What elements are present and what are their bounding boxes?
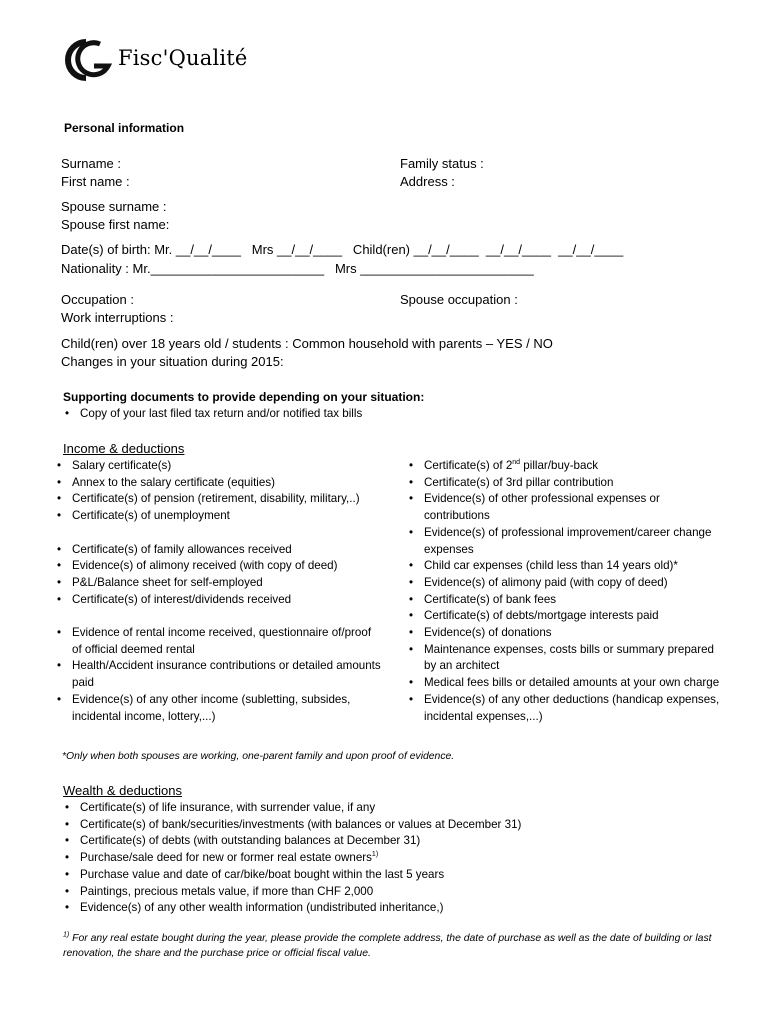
- list-item: • Certificate(s) of bank/securities/investments (with balances or values at December 31): [61, 817, 741, 834]
- wealth-deductions-title: Wealth & deductions: [63, 783, 182, 798]
- list-item: • Evidence(s) of other professional expenses or contributions: [405, 491, 714, 524]
- nationality-field: Nationality : Mr.________________________ Mrs ________________________: [61, 261, 534, 276]
- superscript: nd: [512, 459, 521, 467]
- footnote-ref: 1): [371, 851, 379, 859]
- list-item: [61, 850, 741, 867]
- list-item-text: pillar/buy-back: [520, 459, 599, 472]
- list-item: • Evidence(s) of any other income (subletting, subsides, incidental income, lottery,...): [53, 692, 392, 725]
- supporting-documents-title: Supporting documents to provide depending on your situation:: [63, 390, 425, 404]
- logo-text: Fisc'Qualité: [118, 46, 248, 70]
- work-interruptions-field: Work interruptions :: [61, 310, 174, 325]
- spouse-occupation-field: Spouse occupation :: [400, 292, 518, 307]
- list-item: • Certificate(s) of 3rd pillar contribution: [405, 475, 735, 492]
- personal-information-title: Personal information: [64, 121, 185, 135]
- list-item: • Certificate(s) of bank fees: [405, 592, 735, 609]
- list-item: • Certificate(s) of debts (with outstanding balances at December 31): [61, 833, 741, 850]
- list-item: • Evidence(s) of any other wealth information (undistributed inheritance,): [61, 900, 741, 917]
- list-item: • Certificate(s) of life insurance, with surrender value, if any: [61, 800, 741, 817]
- list-item: • Evidence(s) of professional improvement/career change expenses: [405, 525, 724, 558]
- list-item: • Evidence(s) of donations: [405, 625, 735, 642]
- dates-of-birth-field: Date(s) of birth: Mr. __/__/____ Mrs __/__/____ Child(ren) __/__/____ __/__/____ __/__/____: [61, 242, 624, 257]
- list-item: • Certificate(s) of unemployment: [53, 508, 398, 525]
- list-item: • Salary certificate(s): [53, 458, 398, 475]
- changes-2015-field: Changes in your situation during 2015:: [61, 354, 284, 369]
- list-item: • Purchase value and date of car/bike/boat bought within the last 5 years: [61, 867, 741, 884]
- list-item: • Certificate(s) of pension (retirement, disability, military,..): [53, 491, 372, 508]
- list-item: • Evidence of rental income received, questionnaire of/proof of official deemed rental: [53, 625, 372, 658]
- spouse-surname-field: Spouse surname :: [61, 199, 167, 214]
- list-item: • Medical fees bills or detailed amounts at your own charge: [405, 675, 734, 692]
- income-deductions-title: Income & deductions: [63, 441, 185, 456]
- list-item: • Evidence(s) of any other deductions (handicap expenses, incidental expenses,...): [405, 692, 724, 725]
- list-item: • Child car expenses (child less than 14 years old)*: [405, 558, 735, 575]
- list-item: • Evidence(s) of alimony paid (with copy of deed): [405, 575, 735, 592]
- list-item: • Certificate(s) of family allowances received: [53, 542, 398, 559]
- list-item: • Copy of your last filed tax return and/or notified tax bills: [61, 406, 741, 423]
- footnote: [63, 931, 723, 961]
- first-name-field: First name :: [61, 174, 130, 189]
- supporting-documents-list: [61, 406, 741, 423]
- address-field: Address :: [400, 174, 455, 189]
- logo: [64, 38, 324, 82]
- family-status-field: Family status :: [400, 156, 484, 171]
- list-item: • Maintenance expenses, costs bills or summary prepared by an architect: [405, 642, 714, 675]
- children-over-18-field: Child(ren) over 18 years old / students : Common household with parents – YES / NO: [61, 336, 553, 351]
- footnote-text: For any real estate bought during the year, please provide the complete address, the date of purchase as well as the date of building or last renovation, the share and the purchase price or official fiscal value.: [63, 933, 712, 959]
- income-note: *Only when both spouses are working, one-parent family and upon proof of evidence.: [62, 751, 455, 762]
- list-item-text: Certificate(s) of 2: [424, 459, 513, 472]
- occupation-field: Occupation :: [61, 292, 134, 307]
- list-item: [405, 458, 735, 475]
- wealth-list: [61, 800, 741, 917]
- spouse-first-name-field: Spouse first name:: [61, 217, 170, 232]
- surname-field: Surname :: [61, 156, 121, 171]
- list-item: • Health/Accident insurance contributions or detailed amounts paid: [53, 658, 382, 691]
- income-list: [53, 458, 398, 725]
- list-item: • P&L/Balance sheet for self-employed: [53, 575, 398, 592]
- list-item: • Certificate(s) of debts/mortgage interests paid: [405, 608, 735, 625]
- list-item: • Paintings, precious metals value, if more than CHF 2,000: [61, 884, 741, 901]
- fiscqualite-logo-icon: [64, 38, 114, 82]
- deductions-list: [405, 458, 735, 725]
- list-item: • Annex to the salary certificate (equities): [53, 475, 398, 492]
- list-item: • Evidence(s) of alimony received (with copy of deed): [53, 558, 398, 575]
- list-item-text: Purchase/sale deed for new or former real estate owners: [80, 851, 372, 865]
- list-item: • Certificate(s) of interest/dividends received: [53, 592, 398, 609]
- footnote-marker: 1): [63, 931, 70, 939]
